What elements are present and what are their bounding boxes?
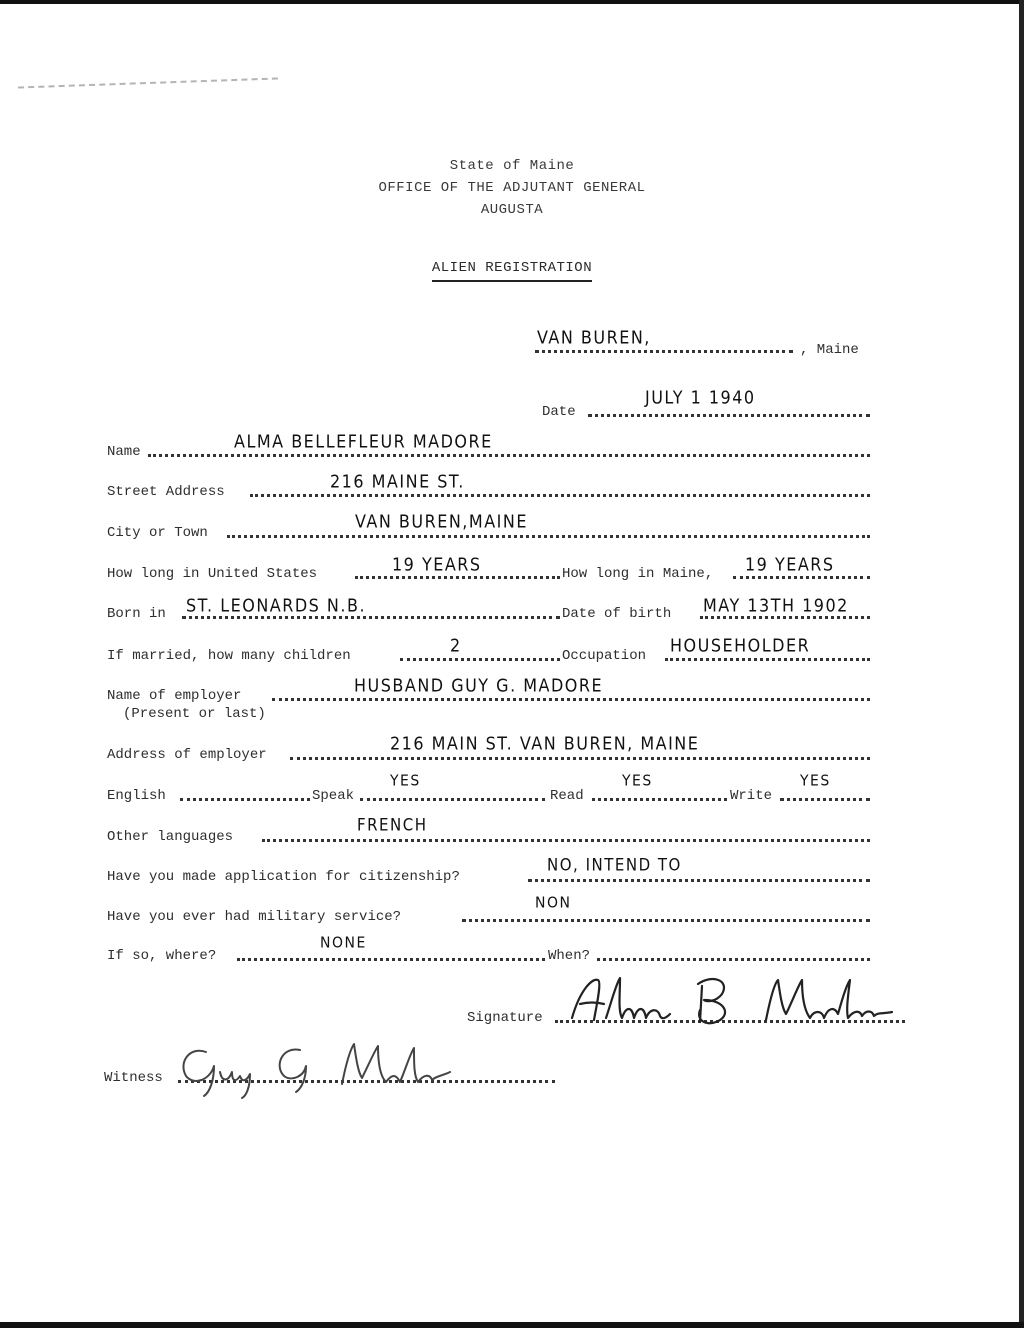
- header-state: State of Maine: [449, 158, 575, 174]
- name-value: ALMA BELLEFLEUR MADORE: [234, 431, 493, 452]
- write-line: [780, 798, 870, 801]
- employer-label: Name of employer: [107, 688, 242, 704]
- where-line: [237, 958, 545, 961]
- read-label: Read: [550, 788, 584, 804]
- military-label: Have you ever had military service?: [107, 909, 402, 925]
- children-label: If married, how many children: [107, 648, 351, 664]
- scan-border-bottom: [0, 1322, 1024, 1328]
- occupation-label: Occupation: [562, 648, 647, 664]
- citizenship-value: NO, INTEND TO: [547, 855, 682, 875]
- speak-line: [360, 798, 545, 801]
- form-title-text: ALIEN REGISTRATION: [432, 260, 592, 282]
- where-label: If so, where?: [107, 948, 217, 964]
- street-label: Street Address: [107, 484, 225, 500]
- name-label: Name: [107, 444, 141, 460]
- name-line: [148, 454, 870, 457]
- signature-image: [566, 970, 896, 1034]
- employer-line: [272, 698, 870, 701]
- born-in-label: Born in: [107, 606, 166, 622]
- where-value: NONE: [320, 934, 367, 952]
- military-line: [462, 919, 870, 922]
- citizenship-line: [528, 879, 870, 882]
- header-city: AUGUSTA: [480, 202, 544, 218]
- us-duration-label: How long in United States: [107, 566, 318, 582]
- location-value: VAN BUREN,: [537, 327, 651, 348]
- military-value: NON: [535, 894, 572, 912]
- city-value: VAN BUREN,MAINE: [355, 511, 528, 532]
- write-value: YES: [800, 772, 831, 790]
- location-line: [535, 350, 793, 353]
- speak-value: YES: [390, 772, 421, 790]
- employer-address-value: 216 MAIN ST. VAN BUREN, MAINE: [390, 733, 700, 754]
- read-line: [592, 798, 727, 801]
- occupation-value: HOUSEHOLDER: [670, 635, 811, 656]
- witness-label: Witness: [104, 1070, 163, 1086]
- children-line: [400, 658, 560, 661]
- speak-label: Speak: [312, 788, 355, 804]
- employer-address-label: Address of employer: [107, 747, 267, 763]
- dob-label: Date of birth: [562, 606, 672, 622]
- other-languages-value: FRENCH: [357, 815, 428, 835]
- citizenship-label: Have you made application for citizenship?: [107, 869, 460, 885]
- street-line: [250, 494, 870, 497]
- when-label: When?: [548, 948, 591, 964]
- location-suffix: , Maine: [800, 342, 859, 358]
- employer-value: HUSBAND GUY G. MADORE: [354, 675, 604, 696]
- date-label: Date: [542, 404, 576, 420]
- other-languages-line: [262, 839, 870, 842]
- dob-line: [700, 616, 870, 619]
- maine-duration-value: 19 YEARS: [745, 554, 835, 575]
- read-value: YES: [622, 772, 653, 790]
- city-label: City or Town: [107, 525, 208, 541]
- us-duration-value: 19 YEARS: [392, 554, 482, 575]
- maine-duration-label: How long in Maine,: [562, 566, 714, 582]
- signature-label: Signature: [467, 1010, 543, 1026]
- city-line: [227, 535, 870, 538]
- english-line: [180, 798, 310, 801]
- form-title: [0, 260, 1024, 282]
- when-line: [597, 958, 870, 961]
- born-in-value: ST. LEONARDS N.B.: [186, 595, 367, 616]
- scan-border-top: [0, 0, 1024, 4]
- maine-duration-line: [733, 576, 870, 579]
- scan-border-right: [1019, 0, 1024, 1328]
- employer-address-line: [290, 757, 870, 760]
- born-in-line: [182, 616, 560, 619]
- street-value: 216 MAINE ST.: [330, 471, 465, 492]
- header-office: OFFICE OF THE ADJUTANT GENERAL: [378, 180, 646, 196]
- write-label: Write: [730, 788, 773, 804]
- date-value: JULY 1 1940: [645, 387, 756, 408]
- us-duration-line: [355, 576, 560, 579]
- dob-value: MAY 13TH 1902: [703, 595, 849, 616]
- children-value: 2: [450, 635, 462, 656]
- english-label: English: [107, 788, 166, 804]
- date-line: [588, 414, 870, 417]
- scan-artifact: [18, 77, 278, 90]
- employer-sublabel: (Present or last): [123, 706, 266, 722]
- other-languages-label: Other languages: [107, 829, 234, 845]
- occupation-line: [665, 658, 870, 661]
- witness-signature-image: [170, 1036, 460, 1100]
